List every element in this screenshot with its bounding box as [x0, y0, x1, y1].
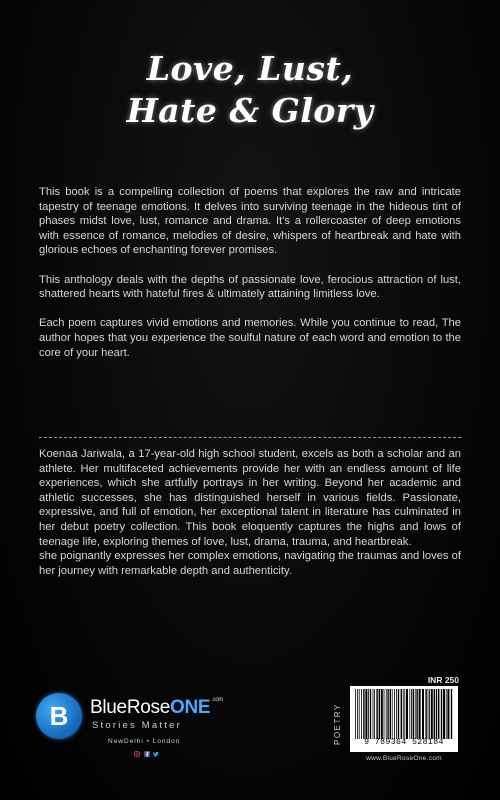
barcode-bar: [373, 689, 374, 739]
publisher-logo: [36, 693, 236, 763]
book-blurb: [39, 185, 461, 375]
barcode-bar: [394, 689, 395, 739]
title-line-1: Love, Lust,: [146, 49, 354, 88]
barcode-bar: [415, 689, 416, 739]
barcode-bar: [446, 689, 447, 739]
barcode-bar: [447, 689, 449, 739]
barcode-bar: [436, 689, 437, 739]
barcode-bar: [403, 689, 404, 739]
barcode-bar: [355, 689, 356, 739]
barcode-bar: [386, 689, 387, 739]
barcode-bar: [431, 689, 433, 739]
publisher-name-part1: BlueRose: [90, 697, 170, 718]
barcode-bar: [416, 689, 417, 739]
blurb-paragraph: Each poem captures vivid emotions and memories. While you continue to read, The author hopes that you experience the soulful nature of each word and emotion to the core of your heart.: [39, 317, 461, 359]
price-label: INR 250: [427, 675, 459, 685]
barcode-bars: [355, 689, 453, 739]
barcode-bar: [422, 689, 424, 739]
barcode-bar: [361, 689, 362, 739]
barcode-bar: [443, 689, 445, 739]
blurb-paragraph: This book is a compelling collection of poems that explores the raw and intricate tapestry of teenage emotions. It delves into surviving teenage in the hideous tint of phases midst love, lust, romance and drama. It's a rollercoaster of deep emotions with essence of romance, melodies of desire, whispers of heartbreak and hate with glorious echoes of enchanting forever promises.: [39, 186, 461, 257]
barcode-bar: [384, 689, 385, 739]
barcode-bar: [425, 689, 426, 739]
barcode-bar: [419, 689, 421, 739]
publisher-name-part2: ONE: [169, 697, 211, 718]
barcode-bar: [357, 689, 358, 739]
barcode-bar: [434, 689, 435, 739]
barcode-bar: [396, 689, 397, 739]
bio-paragraph: Koenaa Jariwala, a 17-year-old high school student, excels as both a scholar and an athlete. Her multifaceted achievements provide her with an endless amount of life experiences, which she artfully portrays in her writing. Beyond her academic and athletic successes, she has distinguished herself in various fields. Passionate, expressive, and full of emotion, her exceptional talent in literature has culminated in her debut poetry collection. This book eloquently captures the highs and lows of teenage life, exploring themes of love, lust, drama, trauma, and heartbreak.: [39, 448, 461, 548]
bio-paragraph: she poignantly expresses her complex emotions, navigating the traumas and loves of her journey with remarkable depth and authenticity.: [39, 550, 461, 577]
barcode-bar: [413, 689, 414, 739]
social-icons: [134, 751, 161, 759]
logo-badge-letter: B: [49, 701, 69, 731]
barcode-bar: [381, 689, 383, 739]
barcode-bar: [374, 689, 375, 739]
instagram-icon: [134, 751, 140, 759]
publisher-website: www.BlueRoseOne.com: [366, 755, 442, 762]
barcode-bar: [379, 689, 380, 739]
barcode-bar: [376, 689, 377, 739]
title-line-2: Hate & Glory: [126, 91, 374, 130]
barcode-bar: [451, 689, 452, 739]
barcode-bar: [368, 689, 369, 739]
barcode-bar: [409, 689, 410, 739]
publisher-locations: NewDelhi • London: [108, 738, 181, 745]
barcode-bar: [387, 689, 388, 739]
dashed-divider: [39, 437, 461, 438]
barcode-bar: [390, 689, 391, 739]
barcode-bar: [398, 689, 399, 739]
isbn-barcode: [350, 686, 458, 752]
barcode-bar: [438, 689, 439, 739]
barcode-bar: [392, 689, 393, 739]
bluerose-logo-icon: [36, 693, 82, 739]
genre-label: POETRY: [333, 703, 342, 745]
barcode-bar: [411, 689, 412, 739]
barcode-bar: [365, 689, 367, 739]
barcode-bar: [404, 689, 405, 739]
barcode-bar: [441, 689, 442, 739]
author-bio: [39, 447, 461, 578]
barcode-bar: [428, 689, 429, 739]
barcode-bar: [359, 689, 360, 739]
twitter-icon: [153, 751, 159, 759]
publisher-name: [90, 697, 223, 719]
facebook-icon: [144, 751, 150, 759]
barcode-bar: [363, 689, 364, 739]
barcode-bar: [429, 689, 430, 739]
publisher-tagline: Stories Matter: [92, 720, 182, 731]
barcode-bar: [406, 689, 408, 739]
publisher-name-suffix: .com: [211, 697, 224, 703]
barcode-bar: [370, 689, 371, 739]
book-title: [0, 48, 500, 132]
isbn-number: 9 789364 528184: [364, 738, 444, 747]
blurb-paragraph: This anthology deals with the depths of passionate love, ferocious attraction of lust, shattered hearts with hateful fires & ultimately attaining limitless love.: [39, 273, 461, 301]
barcode-bar: [401, 689, 402, 739]
